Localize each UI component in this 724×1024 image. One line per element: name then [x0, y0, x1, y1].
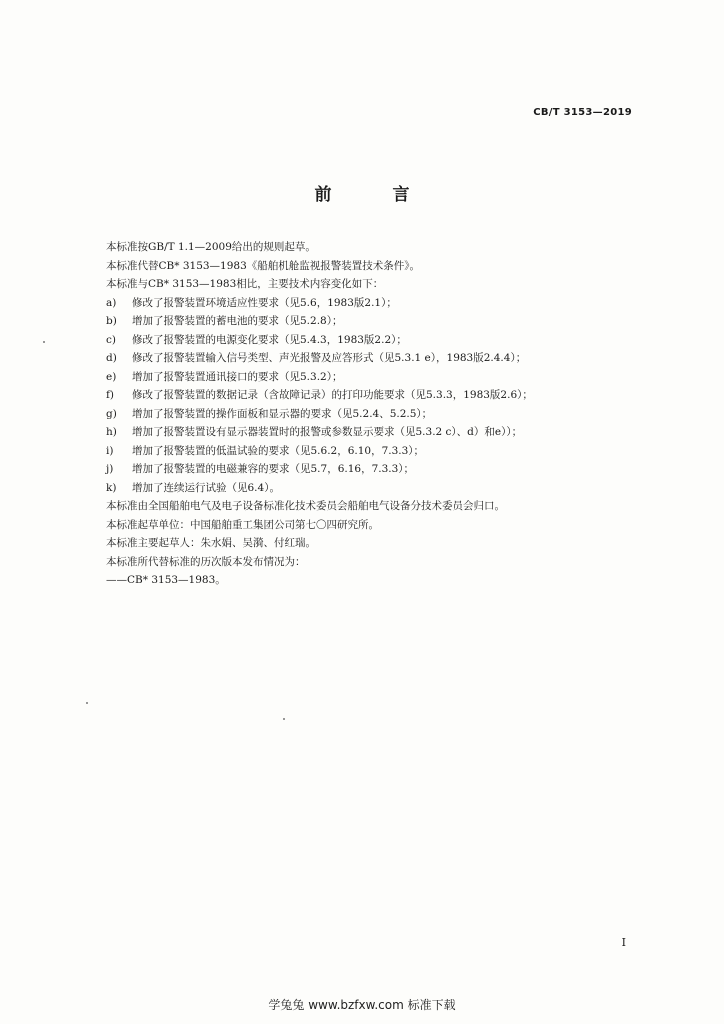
item-text: 增加了报警装置的低温试验的要求（见5.6.2，6.10，7.3.3）； — [132, 444, 425, 457]
intro-line: 本标准代替CB* 3153—1983《船舶机舱监视报警装置技术条件》。 — [106, 259, 421, 272]
item-marker: a) — [106, 296, 117, 309]
standard-code: CB/T 3153—2019 — [533, 107, 632, 118]
item-text: 修改了报警装置输入信号类型、声光报警及应答形式（见5.3.1 e），1983版2.4.4）； — [132, 352, 527, 364]
change-item — [106, 349, 626, 368]
closing-line: 本标准主要起草人：朱水娟、吴漪、付红瑞。 — [106, 537, 316, 549]
item-text: 修改了报警装置的电源变化要求（见5.4.3，1983版2.2）； — [132, 333, 407, 346]
closing-line: 本标准由全国船舶电气及电子设备标准化技术委员会船舶电气设备分技术委员会归口。 — [106, 500, 505, 512]
item-marker: c) — [106, 333, 116, 346]
download-watermark: 学兔兔 www.bzfxw.com 标准下载 — [268, 998, 456, 1012]
item-text: 增加了报警装置的蓄电池的要求（见5.2.8）； — [132, 315, 343, 327]
item-marker: k) — [106, 481, 117, 494]
item-text: 增加了报警装置设有显示器装置时的报警或参数显示要求（见5.3.2 c）、d）和e））； — [132, 426, 523, 438]
item-text: 修改了报警装置环境适应性要求（见5.6，1983版2.1）； — [132, 296, 397, 309]
change-item — [106, 423, 626, 442]
item-marker: f) — [106, 389, 114, 401]
item-text: 增加了报警装置的电磁兼容的要求（见5.7，6.16，7.3.3）； — [132, 463, 415, 475]
change-item — [106, 460, 626, 479]
item-marker: i) — [106, 444, 114, 457]
change-item — [106, 386, 626, 405]
item-marker: h) — [106, 426, 117, 438]
change-item — [106, 405, 626, 424]
change-item — [106, 331, 626, 350]
page-number: I — [621, 936, 626, 949]
item-marker: e) — [106, 370, 117, 383]
closing-line: 本标准所代替标准的历次版本发布情况为： — [106, 555, 306, 568]
scan-speck — [86, 702, 88, 704]
page-title: 前 言 — [314, 185, 432, 205]
change-item — [106, 312, 626, 331]
item-text: 增加了报警装置通讯接口的要求（见5.3.2）； — [132, 370, 343, 383]
item-marker: g) — [106, 407, 117, 420]
item-marker: j) — [106, 463, 114, 475]
scan-speck — [43, 341, 45, 343]
item-text: 增加了报警装置的操作面板和显示器的要求（见5.2.4、5.2.5）； — [132, 407, 433, 420]
change-item — [106, 442, 626, 461]
item-text: 增加了连续运行试验（见6.4）。 — [132, 481, 280, 494]
item-text: 修改了报警装置的数据记录（含故障记录）的打印功能要求（见5.3.3，1983版2.6）； — [132, 389, 533, 401]
intro-line: 本标准按GB/T 1.1—2009给出的规则起草。 — [106, 241, 316, 253]
change-item — [106, 368, 626, 387]
change-item — [106, 294, 626, 313]
item-marker: d) — [106, 352, 117, 364]
closing-line: 本标准起草单位：中国船舶重工集团公司第七〇四研究所。 — [106, 518, 379, 531]
foreword-body — [106, 238, 626, 590]
item-marker: b) — [106, 315, 117, 327]
scan-speck — [283, 718, 285, 720]
change-item — [106, 479, 626, 498]
closing-line: ——CB* 3153—1983。 — [106, 574, 226, 586]
intro-line: 本标准与CB* 3153—1983相比，主要技术内容变化如下： — [106, 278, 384, 290]
